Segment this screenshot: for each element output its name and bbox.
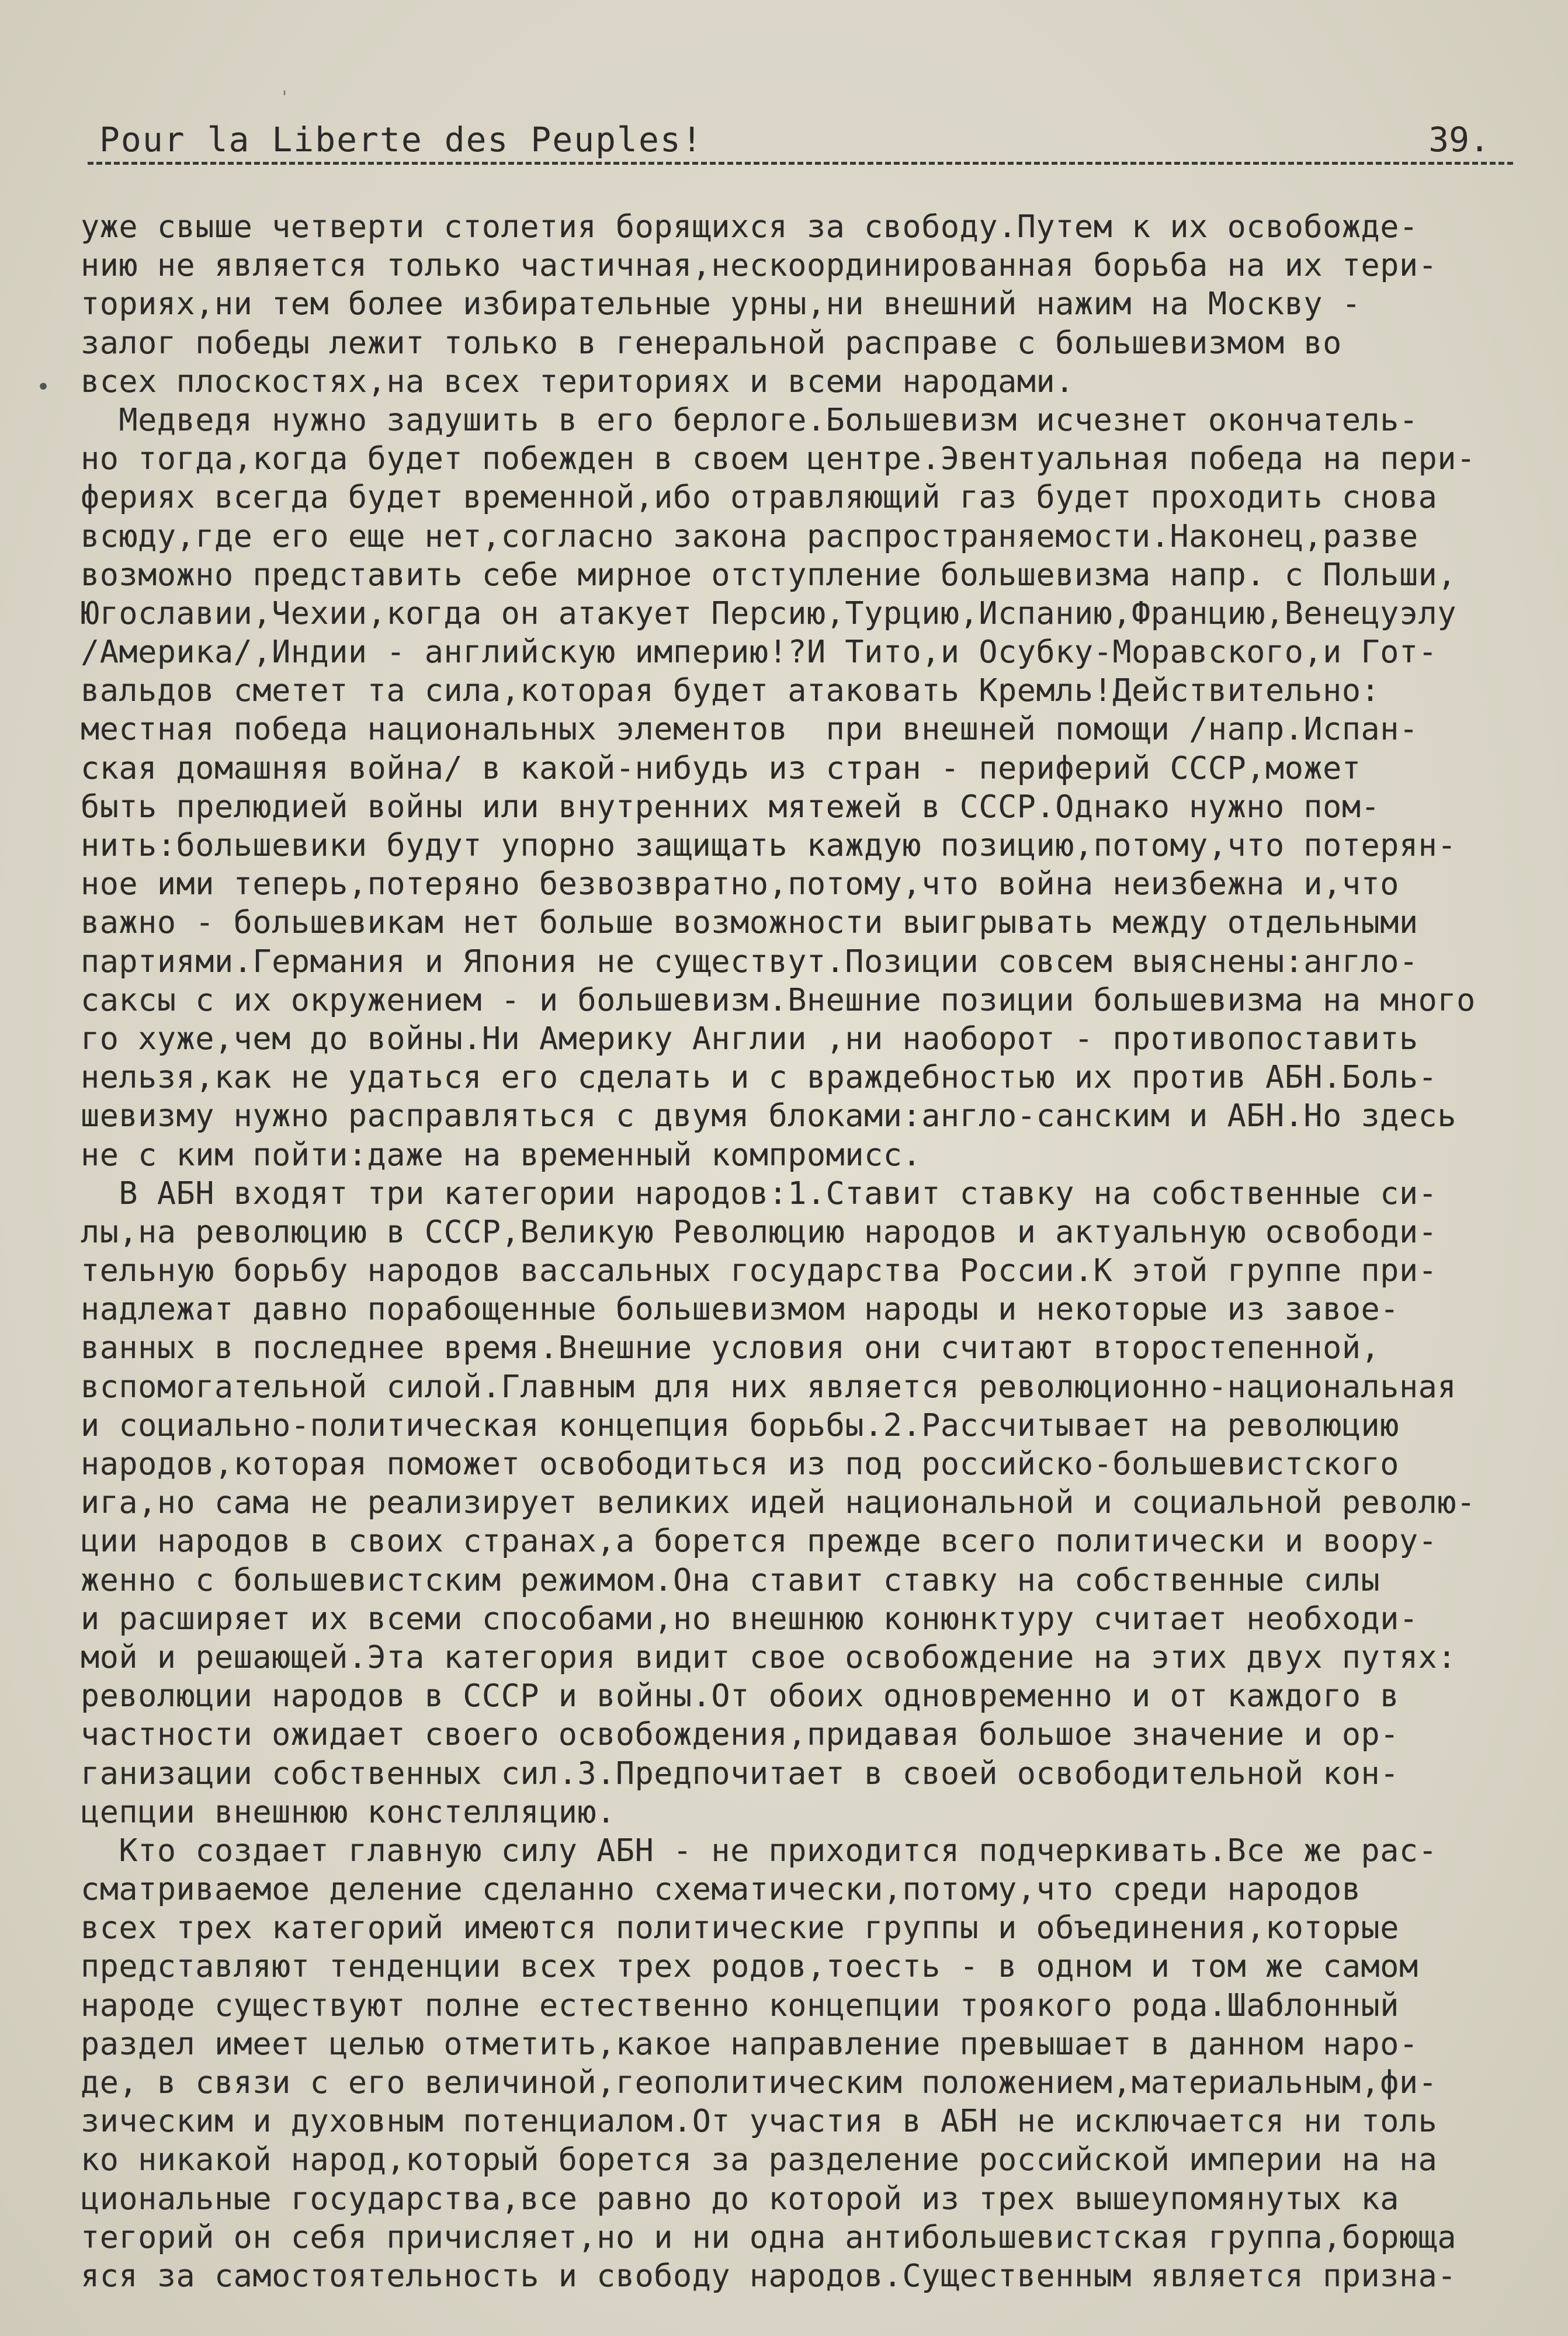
text-line: быть прелюдией войны или внутренних мятежей в СССР.Однако нужно пом- (81, 787, 1380, 825)
text-line: местная победа национальных элементов при внешней помощи /напр.Испан- (81, 710, 1418, 748)
text-line: шевизму нужно расправляться с двумя блоками:англо-санским и АБН.Но здесь (81, 1097, 1457, 1134)
text-line: ции народов в своих странах,а борется прежде всего политически и воору- (81, 1522, 1438, 1560)
text-line: /Америка/,Индии - английскую империю!?И Тито,и Осубку-Моравского,и Гот- (81, 633, 1438, 671)
text-line: саксы с их окружением - и большевизм.Внешние позиции большевизма на много (81, 981, 1476, 1018)
text-line: зическим и духовным потенциалом.От участия в АБН не исключается ни толь (81, 2102, 1438, 2140)
text-line: народе существуют полне естественно концепции троякого рода.Шаблонный (81, 1986, 1399, 2023)
text-line: фериях всегда будет временной,ибо отравляющий газ будет проходить снова (81, 478, 1438, 516)
text-line: и социально-политическая концепция борьбы.2.Рассчитывает на революцию (81, 1406, 1399, 1443)
text-line: залог победы лежит только в генеральной расправе с большевизмом во (81, 324, 1342, 361)
text-line: и расширяет их всеми способами,но внешнюю конюнктуру считает необходи- (81, 1599, 1418, 1637)
text-line: женно с большевистским режимом.Она ставит ставку на собственные силы (81, 1561, 1380, 1598)
text-line: важно - большевикам нет больше возможности выигрывать между отдельными (81, 904, 1418, 941)
text-line: де, в связи с его величиной,геополитическим положением,материальным,фи- (81, 2064, 1438, 2101)
header-dashed-rule (88, 162, 1513, 165)
speck-mark: ' (279, 88, 290, 108)
typewritten-body (81, 207, 1524, 2295)
text-line: ганизации собственных сил.3.Предпочитает в своей освободительной кон- (81, 1754, 1399, 1792)
text-line: надлежат давно порабощенные большевизмом народы и некоторые из завое- (81, 1290, 1399, 1328)
text-line: всюду,где его еще нет,согласно закона распространяемости.Наконец,разве (81, 517, 1418, 554)
text-line: не с ким пойти:даже на временный компромисс. (81, 1136, 922, 1173)
text-line: Югославии,Чехии,когда он атакует Персию,Турцию,Испанию,Францию,Венецуэлу (81, 594, 1457, 631)
page-header (88, 120, 1513, 172)
text-line: уже свыше четверти столетия борящихся за свободу.Путем к их освобожде- (81, 208, 1418, 245)
text-line: революции народов в СССР и войны.От обоих одновременно и от каждого в (81, 1677, 1399, 1714)
text-line: вальдов сметет та сила,которая будет атаковать Кремль!Действительно: (81, 672, 1380, 709)
text-line: партиями.Германия и Япония не существут.Позиции совсем выяснены:англо- (81, 942, 1418, 980)
text-line: Медведя нужно задушить в его берлоге.Большевизм исчезнет окончатель- (81, 401, 1418, 438)
text-line: ига,но сама не реализирует великих идей национальной и социальной револю- (81, 1484, 1476, 1521)
text-line: нить:большевики будут упорно защищать каждую позицию,потому,что потерян- (81, 827, 1457, 863)
text-line: нию не является только частичная,нескоординированная борьба на их тери- (81, 247, 1438, 284)
text-line: но тогда,когда будет побежден в своем центре.Эвентуальная победа на пери- (81, 440, 1476, 477)
text-line: цепции внешнюю констелляцию. (81, 1793, 616, 1830)
text-line: ванных в последнее время.Внешние условия они считают второстепенной, (81, 1329, 1380, 1366)
text-line: вспомогательной силой.Главным для них является революционно-национальная (81, 1367, 1457, 1405)
text-line: Кто создает главную силу АБН - не приходится подчеркивать.Все же рас- (81, 1831, 1438, 1869)
text-line: сматриваемое деление сделанно схематически,потому,что среди народов (81, 1870, 1361, 1908)
text-line: тегорий он себя причисляет,но и ни одна антибольшевистская группа,борюща (81, 2218, 1457, 2255)
text-line: народов,которая поможет освободиться из под российско-большевистского (81, 1445, 1399, 1482)
text-line: ко никакой народ,который борется за разделение российской империи на на (81, 2141, 1438, 2178)
text-line: частности ожидает своего освобождения,придавая большое значение и ор- (81, 1716, 1399, 1753)
text-line: ская домашняя война/ в какой-нибудь из стран - периферий СССР,может (81, 749, 1361, 786)
text-line: го хуже,чем до войны.Ни Америку Англии ,ни наоборот - противопоставить (81, 1019, 1418, 1057)
text-line: ное ими теперь,потеряно безвозвратно,потому,что война неизбежна и,что (81, 865, 1399, 903)
text-line: возможно представить себе мирное отступление большевизма напр. с Польши, (81, 556, 1457, 593)
text-line: ториях,ни тем более избирательные урны,ни внешний нажим на Москву - (81, 285, 1361, 322)
text-line: тельную борьбу народов вассальных государства России.К этой группе при- (81, 1252, 1438, 1289)
page-number: 39. (1428, 120, 1490, 159)
text-line: мой и решающей.Эта категория видит свое освобождение на этих двух путях: (81, 1638, 1457, 1675)
text-line: нельзя,как не удаться его сделать и с враждебностью их против АБН.Боль- (81, 1058, 1438, 1096)
text-line: В АБН входят три категории народов:1.Ставит ставку на собственные си- (81, 1174, 1438, 1212)
text-line: лы,на революцию в СССР,Великую Революцию народов и актуальную освободи- (81, 1213, 1438, 1250)
text-line: всех плоскостях,на всех територияx и всеми народами. (81, 362, 1074, 400)
text-line: яся за самостоятельность и свободу народов.Существенным является призна- (81, 2257, 1457, 2294)
text-line: всех трех категорий имеются политические группы и объединения,которые (81, 1909, 1399, 1946)
text-line: представляют тенденции всех трех родов,тоесть - в одном и том же самом (81, 1948, 1418, 1985)
text-line: раздел имеет целью отметить,какое направление превышает в данном наро- (81, 2025, 1418, 2062)
margin-mark: • (36, 374, 51, 401)
text-line: циональные государства,все равно до которой из трех вышеупомянутых ка (81, 2179, 1399, 2217)
header-title: Pour la Liberte des Peuples! (99, 120, 703, 159)
